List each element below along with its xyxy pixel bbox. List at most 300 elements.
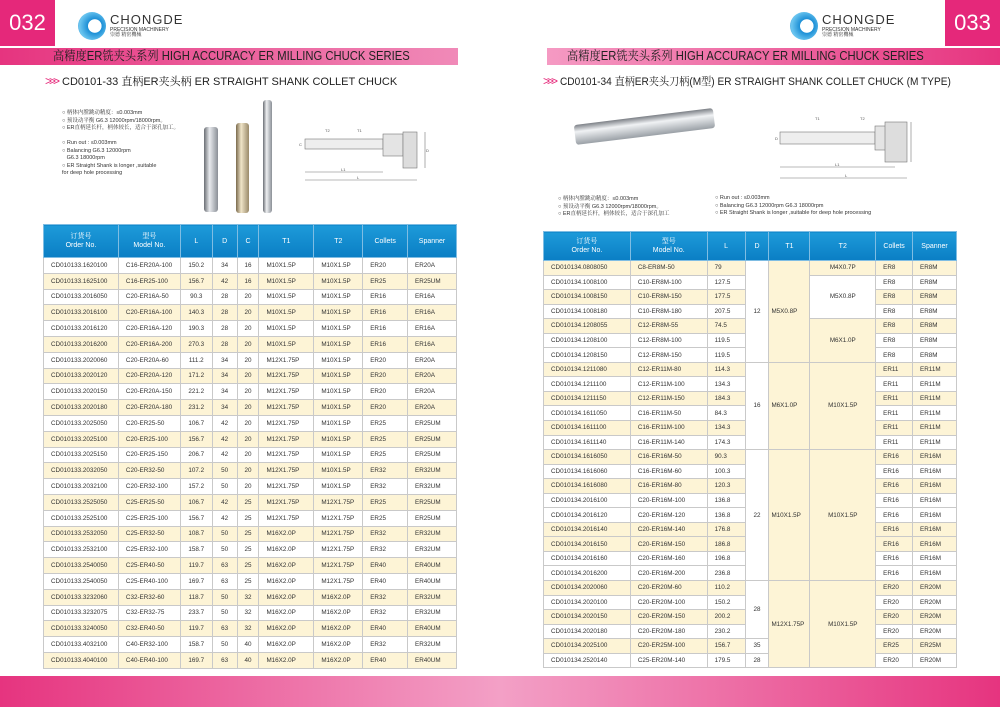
table-cell: ER25 xyxy=(363,494,408,510)
page-number-right: 033 xyxy=(945,0,1000,46)
table-cell: CD010133.1625100 xyxy=(44,273,119,289)
table-cell: ER32UM xyxy=(408,526,457,542)
table-cell: 25 xyxy=(237,558,259,574)
note: ○ Balancing G6.3 12000rpm xyxy=(62,147,131,154)
table-cell: ER16 xyxy=(363,289,408,305)
table-cell: ER11 xyxy=(876,406,913,421)
table-cell: ER16 xyxy=(363,336,408,352)
table-cell: ER20 xyxy=(876,581,913,596)
table-cell: ER16 xyxy=(876,464,913,479)
table-cell: 16 xyxy=(237,273,259,289)
label-d: D xyxy=(775,136,778,141)
table-cell: 63 xyxy=(212,652,237,668)
table-cell: 108.7 xyxy=(180,526,212,542)
table-cell: M16X2.0P xyxy=(314,621,363,637)
note: ○ 预设动平衡 G6.3 12000rpm/18000rpm。 xyxy=(62,117,166,124)
table-cell: C16-ER11M-50 xyxy=(630,406,707,421)
table-cell: M10X1.5P xyxy=(314,258,363,274)
table-row xyxy=(44,321,457,337)
table-cell-t1: M5X0.8P xyxy=(769,261,810,363)
table-cell: M16X2.0P xyxy=(259,573,314,589)
table-cell: ER25UM xyxy=(408,447,457,463)
table-cell: 79 xyxy=(707,261,745,276)
logo-icon xyxy=(78,12,106,40)
table-cell: M16X2.0P xyxy=(259,558,314,574)
table-cell: C10-ER8M-150 xyxy=(630,290,707,305)
table-cell: CD010133.2020150 xyxy=(44,384,119,400)
table-cell: ER11 xyxy=(876,362,913,377)
table-cell: C25-ER40-100 xyxy=(118,573,180,589)
table-cell: CD010133.1620100 xyxy=(44,258,119,274)
table-cell: ER20M xyxy=(913,595,957,610)
table-cell: ER20 xyxy=(363,352,408,368)
label-l: L xyxy=(845,173,848,178)
table-cell: ER32 xyxy=(363,589,408,605)
table-row xyxy=(44,336,457,352)
table-cell-t2: M10X1.5P xyxy=(810,581,876,668)
table-cell: ER16 xyxy=(876,522,913,537)
table-cell-t1: M6X1.0P xyxy=(769,362,810,449)
table-cell: ER16A xyxy=(408,305,457,321)
table-cell: 34 xyxy=(212,352,237,368)
table-cell: CD010133.2020060 xyxy=(44,352,119,368)
header-text: 订货号 xyxy=(70,233,92,240)
table-cell: ER25UM xyxy=(408,273,457,289)
table-row xyxy=(44,494,457,510)
table-cell: 136.8 xyxy=(707,508,745,523)
note: ○ 柄体内膛跳动精度：≤0.003mm xyxy=(62,110,143,116)
table-cell: 16 xyxy=(237,258,259,274)
table-cell: 127.5 xyxy=(707,275,745,290)
table-cell: M10X1.5P xyxy=(314,431,363,447)
table-cell: ER11M xyxy=(913,406,957,421)
table-cell: 119.7 xyxy=(180,558,212,574)
table-cell: ER20 xyxy=(363,368,408,384)
table-cell: 34 xyxy=(212,400,237,416)
table-cell: ER32UM xyxy=(408,605,457,621)
table-cell: 25 xyxy=(237,494,259,510)
table-cell: ER20A xyxy=(408,352,457,368)
table-cell: CD010133.2020180 xyxy=(44,400,119,416)
table-cell: M10X1.5P xyxy=(314,321,363,337)
table-cell: 134.3 xyxy=(707,377,745,392)
table-cell-d: 28 xyxy=(745,581,769,639)
product-image-chuck-m xyxy=(574,108,715,145)
table-cell: 20 xyxy=(237,463,259,479)
table-cell: CD010133.2540050 xyxy=(44,558,119,574)
table-cell: CD010134.2520140 xyxy=(544,653,631,668)
table-cell: 63 xyxy=(212,573,237,589)
note: ○ 预设动平衡 G6.3 12000rpm/18000rpm。 xyxy=(558,203,662,210)
table-cell: CD010134.2016160 xyxy=(544,551,631,566)
column-header xyxy=(707,232,745,261)
table-row xyxy=(44,479,457,495)
table-cell: M12X1.75P xyxy=(314,558,363,574)
table-cell: CD010134.2025100 xyxy=(544,639,631,654)
note: ○ ER Straight Shank is longer ,suitable xyxy=(62,162,157,169)
note: ○ ER Straight Shank is longer ,suitable for deep hole processing xyxy=(715,210,872,216)
table-cell: M12X1.75P xyxy=(314,510,363,526)
header-text: 订货号 xyxy=(576,238,598,245)
table-cell: CD010134.2020100 xyxy=(544,595,631,610)
table-cell: 20 xyxy=(237,368,259,384)
table-cell: 74.5 xyxy=(707,319,745,334)
table-cell-t1: M12X1.75P xyxy=(769,581,810,668)
table-cell: M12X1.75P xyxy=(259,400,314,416)
table-cell: ER25M xyxy=(913,639,957,654)
table-row xyxy=(44,352,457,368)
header-text: L xyxy=(724,242,729,250)
table-header-row xyxy=(544,232,957,261)
table-cell: ER8 xyxy=(876,290,913,305)
table-cell: M10X1.5P xyxy=(314,447,363,463)
table-cell: ER16M xyxy=(913,551,957,566)
header-text: Spanner xyxy=(418,237,446,245)
table-cell: ER25 xyxy=(363,273,408,289)
table-row xyxy=(544,362,957,377)
table-cell-d: 16 xyxy=(745,362,769,449)
table-row xyxy=(44,400,457,416)
table-cell: C20-ER32-50 xyxy=(118,463,180,479)
table-cell: 111.2 xyxy=(180,352,212,368)
table-cell: C8-ER8M-50 xyxy=(630,261,707,276)
table-cell: ER16 xyxy=(363,305,408,321)
table-cell: M10X1.5P xyxy=(314,384,363,400)
table-cell: M16X2.0P xyxy=(314,605,363,621)
table-cell: M12X1.75P xyxy=(259,431,314,447)
table-cell: ER8M xyxy=(913,348,957,363)
table-cell: C16-ER16M-60 xyxy=(630,464,707,479)
table-cell: 156.7 xyxy=(707,639,745,654)
table-cell: ER16M xyxy=(913,537,957,552)
notes-en-left xyxy=(62,140,156,178)
header-text: T1 xyxy=(282,237,291,245)
table-cell: CD010133.4032100 xyxy=(44,637,119,653)
table-cell: M12X1.75P xyxy=(259,510,314,526)
table-cell: ER32UM xyxy=(408,589,457,605)
table-cell: 50 xyxy=(212,637,237,653)
table-cell: ER20 xyxy=(876,610,913,625)
table-cell: M10X1.5P xyxy=(259,258,314,274)
bottom-band xyxy=(0,676,1000,707)
table-cell: C20-ER25-50 xyxy=(118,415,180,431)
table-cell: 150.2 xyxy=(707,595,745,610)
table-cell: C20-ER20M-60 xyxy=(630,581,707,596)
note: ○ ER直柄延长杆，柄体较长，适合于深孔加工。 xyxy=(62,125,179,131)
table-cell: CD010133.3240050 xyxy=(44,621,119,637)
table-cell: C40-ER32-100 xyxy=(118,637,180,653)
table-cell: M10X1.5P xyxy=(259,321,314,337)
table-cell: 32 xyxy=(237,589,259,605)
table-row xyxy=(44,542,457,558)
table-cell: ER16 xyxy=(876,479,913,494)
notes-cn-left xyxy=(62,110,179,133)
technical-drawing-right xyxy=(775,112,915,184)
table-cell: M12X1.75P xyxy=(259,479,314,495)
page-number-left: 032 xyxy=(0,0,55,46)
table-cell: 156.7 xyxy=(180,510,212,526)
product-title-text: CD0101-33 直柄ER夹头柄 ER STRAIGHT SHANK COLLET CHUCK xyxy=(62,76,398,88)
table-cell: CD010134.1616050 xyxy=(544,450,631,465)
table-cell: 42 xyxy=(212,273,237,289)
table-cell: ER25UM xyxy=(408,431,457,447)
table-cell: M10X1.5P xyxy=(314,273,363,289)
table-row xyxy=(44,526,457,542)
table-cell: 20 xyxy=(237,479,259,495)
table-cell: M12X1.75P xyxy=(259,368,314,384)
table-cell: ER8 xyxy=(876,304,913,319)
table-cell: M12X1.75P xyxy=(259,447,314,463)
table-cell: 20 xyxy=(237,447,259,463)
table-cell: C20-ER20M-180 xyxy=(630,624,707,639)
table-cell: M10X1.5P xyxy=(314,336,363,352)
table-cell: C20-ER16A-100 xyxy=(118,305,180,321)
table-cell: C12-ER8M-55 xyxy=(630,319,707,334)
table-cell: 40 xyxy=(237,652,259,668)
label-t1: T1 xyxy=(815,116,820,121)
table-row xyxy=(44,637,457,653)
table-cell: C20-ER20A-150 xyxy=(118,384,180,400)
table-cell: 157.2 xyxy=(180,479,212,495)
table-cell: 20 xyxy=(237,336,259,352)
table-cell: C20-ER16M-200 xyxy=(630,566,707,581)
table-cell: M16X2.0P xyxy=(259,621,314,637)
table-cell: 184.3 xyxy=(707,391,745,406)
table-cell: 25 xyxy=(237,526,259,542)
table-cell: M12X1.75P xyxy=(314,526,363,542)
table-cell: ER25UM xyxy=(408,494,457,510)
table-cell: M16X2.0P xyxy=(259,542,314,558)
table-cell: 50 xyxy=(212,589,237,605)
brand-sub: PRECISION MACHINERY xyxy=(110,26,169,33)
table-cell: 20 xyxy=(237,352,259,368)
table-cell: ER8 xyxy=(876,319,913,334)
table-row xyxy=(544,639,957,654)
table-cell: ER25UM xyxy=(408,415,457,431)
table-cell: ER8M xyxy=(913,304,957,319)
table-cell: 28 xyxy=(212,336,237,352)
table-cell: M16X2.0P xyxy=(314,637,363,653)
column-header xyxy=(180,225,212,258)
column-header xyxy=(810,232,876,261)
table-cell: C20-ER20A-120 xyxy=(118,368,180,384)
table-cell-t2: M10X1.5P xyxy=(810,450,876,581)
table-cell: ER16A xyxy=(408,336,457,352)
table-cell: ER20M xyxy=(913,610,957,625)
table-cell: M10X1.5P xyxy=(259,289,314,305)
table-cell-d: 35 xyxy=(745,639,769,654)
table-cell: 20 xyxy=(237,431,259,447)
table-cell: CD010133.2540050 xyxy=(44,573,119,589)
table-cell: 34 xyxy=(212,258,237,274)
table-cell: 176.8 xyxy=(707,522,745,537)
series-title-right: 高精度ER铣夹头系列 HIGH ACCURACY ER MILLING CHUCK SERIES xyxy=(567,49,924,63)
chevron-icon: >>> xyxy=(45,74,58,88)
table-cell: ER11M xyxy=(913,391,957,406)
table-cell: 90.3 xyxy=(180,289,212,305)
series-title-left: 高精度ER铣夹头系列 HIGH ACCURACY ER MILLING CHUCK SERIES xyxy=(53,49,410,63)
table-cell: M12X1.75P xyxy=(314,542,363,558)
table-cell: C10-ER8M-100 xyxy=(630,275,707,290)
table-cell: CD010133.2016200 xyxy=(44,336,119,352)
table-cell: 236.8 xyxy=(707,566,745,581)
table-row xyxy=(44,258,457,274)
table-cell: CD010134.2020060 xyxy=(544,581,631,596)
table-cell: 233.7 xyxy=(180,605,212,621)
table-cell: ER20 xyxy=(363,384,408,400)
table-cell: C16-ER11M-140 xyxy=(630,435,707,450)
table-cell: ER40 xyxy=(363,621,408,637)
table-cell: 42 xyxy=(212,447,237,463)
table-cell: ER20 xyxy=(876,595,913,610)
table-cell: C25-ER25-100 xyxy=(118,510,180,526)
table-cell: M16X2.0P xyxy=(259,605,314,621)
table-cell: C12-ER8M-150 xyxy=(630,348,707,363)
table-cell: C25-ER20M-140 xyxy=(630,653,707,668)
table-cell: CD010133.3232060 xyxy=(44,589,119,605)
brand-logo-left xyxy=(78,12,183,40)
brand-cn: 崇德 精密機械 xyxy=(110,32,142,39)
table-cell: ER8 xyxy=(876,348,913,363)
table-cell: C20-ER25M-100 xyxy=(630,639,707,654)
table-cell: ER25 xyxy=(363,431,408,447)
table-row xyxy=(44,573,457,589)
header-text: T1 xyxy=(785,242,794,250)
table-cell: 190.3 xyxy=(180,321,212,337)
table-cell-t2: M4X0.7P xyxy=(810,261,876,276)
table-row xyxy=(44,558,457,574)
table-cell: 25 xyxy=(237,510,259,526)
table-cell: 158.7 xyxy=(180,637,212,653)
table-cell: ER16M xyxy=(913,522,957,537)
table-cell-t1: M10X1.5P xyxy=(769,450,810,581)
table-cell: M12X1.75P xyxy=(314,494,363,510)
table-cell: C40-ER40-100 xyxy=(118,652,180,668)
table-cell: C20-ER16M-120 xyxy=(630,508,707,523)
table-cell: 231.2 xyxy=(180,400,212,416)
table-cell: C16-ER16M-80 xyxy=(630,479,707,494)
column-header xyxy=(544,232,631,261)
table-cell: CD010134.1008100 xyxy=(544,275,631,290)
table-cell: CD010134.1008150 xyxy=(544,290,631,305)
column-header xyxy=(44,225,119,258)
table-cell: ER8M xyxy=(913,261,957,276)
table-cell: CD010134.1611100 xyxy=(544,421,631,436)
table-cell: C25-ER32-50 xyxy=(118,526,180,542)
table-cell: 120.3 xyxy=(707,479,745,494)
table-cell: 119.5 xyxy=(707,333,745,348)
table-cell: ER20A xyxy=(408,258,457,274)
table-row xyxy=(44,589,457,605)
table-row xyxy=(544,581,957,596)
table-cell: C25-ER25-50 xyxy=(118,494,180,510)
table-cell: CD010134.1211100 xyxy=(544,377,631,392)
label-l: L xyxy=(357,175,360,180)
table-cell-d: 28 xyxy=(745,653,769,668)
table-cell: ER32 xyxy=(363,463,408,479)
note: ○ ER直柄延长杆，柄体较长，适合于深孔加工 xyxy=(558,211,670,217)
note: ○ Run out : ≤0.003mm xyxy=(715,195,770,201)
header-text: Order No. xyxy=(65,242,97,249)
table-row xyxy=(44,415,457,431)
table-cell: 119.7 xyxy=(180,621,212,637)
table-cell: C20-ER25-150 xyxy=(118,447,180,463)
table-cell: ER11 xyxy=(876,435,913,450)
table-cell: ER16 xyxy=(876,493,913,508)
product-title-text: CD0101-34 直柄ER夹头刀柄(M型) ER STRAIGHT SHANK COLLET CHUCK (M TYPE) xyxy=(560,76,951,88)
table-cell: CD010133.2525100 xyxy=(44,510,119,526)
table-cell: ER40UM xyxy=(408,573,457,589)
table-cell: 32 xyxy=(237,621,259,637)
table-cell: 25 xyxy=(237,542,259,558)
table-cell: 28 xyxy=(212,321,237,337)
table-cell: 34 xyxy=(212,368,237,384)
table-cell: 20 xyxy=(237,384,259,400)
table-cell: ER32UM xyxy=(408,637,457,653)
table-cell: 118.7 xyxy=(180,589,212,605)
table-cell: C12-ER11M-150 xyxy=(630,391,707,406)
table-cell: 221.2 xyxy=(180,384,212,400)
label-c: C xyxy=(299,142,302,147)
table-cell: M10X1.5P xyxy=(259,336,314,352)
table-cell: CD010134.1616060 xyxy=(544,464,631,479)
table-cell: C20-ER20M-100 xyxy=(630,595,707,610)
table-cell: 114.3 xyxy=(707,362,745,377)
table-cell: ER32 xyxy=(363,526,408,542)
brand-sub: PRECISION MACHINERY xyxy=(822,26,881,33)
table-cell: 63 xyxy=(212,621,237,637)
note: for deep hole processing xyxy=(62,170,123,176)
table-cell: 171.2 xyxy=(180,368,212,384)
product-image-chuck-3 xyxy=(263,100,272,213)
table-cell: 42 xyxy=(212,494,237,510)
table-cell: ER20M xyxy=(913,653,957,668)
table-cell: 20 xyxy=(237,289,259,305)
table-cell: 110.2 xyxy=(707,581,745,596)
header-text: Model No. xyxy=(133,242,166,249)
product-title-right xyxy=(543,73,985,89)
table-cell: C25-ER32-100 xyxy=(118,542,180,558)
table-cell: ER32UM xyxy=(408,463,457,479)
column-header xyxy=(745,232,769,261)
table-cell: ER16M xyxy=(913,566,957,581)
table-cell: 156.7 xyxy=(180,273,212,289)
table-cell: ER11M xyxy=(913,377,957,392)
table-cell: 107.2 xyxy=(180,463,212,479)
table-cell: 156.7 xyxy=(180,431,212,447)
table-cell: ER11M xyxy=(913,435,957,450)
note: ○ 柄体内膛跳动精度：≤0.003mm xyxy=(558,196,639,202)
notes-cn-right xyxy=(558,196,670,219)
table-cell: 134.3 xyxy=(707,421,745,436)
column-header xyxy=(363,225,408,258)
table-cell-t2: M6X1.0P xyxy=(810,319,876,363)
table-cell: M16X2.0P xyxy=(314,652,363,668)
table-cell-d: 12 xyxy=(745,261,769,363)
table-cell: CD010133.2032100 xyxy=(44,479,119,495)
table-cell: C12-ER11M-80 xyxy=(630,362,707,377)
series-band-right xyxy=(547,48,1000,65)
table-cell: ER16 xyxy=(876,551,913,566)
table-cell: CD010133.2025100 xyxy=(44,431,119,447)
table-cell: 50 xyxy=(212,542,237,558)
table-cell: CD010134.2020180 xyxy=(544,624,631,639)
table-cell: M16X2.0P xyxy=(259,652,314,668)
table-cell: 20 xyxy=(237,321,259,337)
label-l1: L1 xyxy=(835,162,840,167)
table-cell: 28 xyxy=(212,289,237,305)
table-cell: CD010134.1208100 xyxy=(544,333,631,348)
